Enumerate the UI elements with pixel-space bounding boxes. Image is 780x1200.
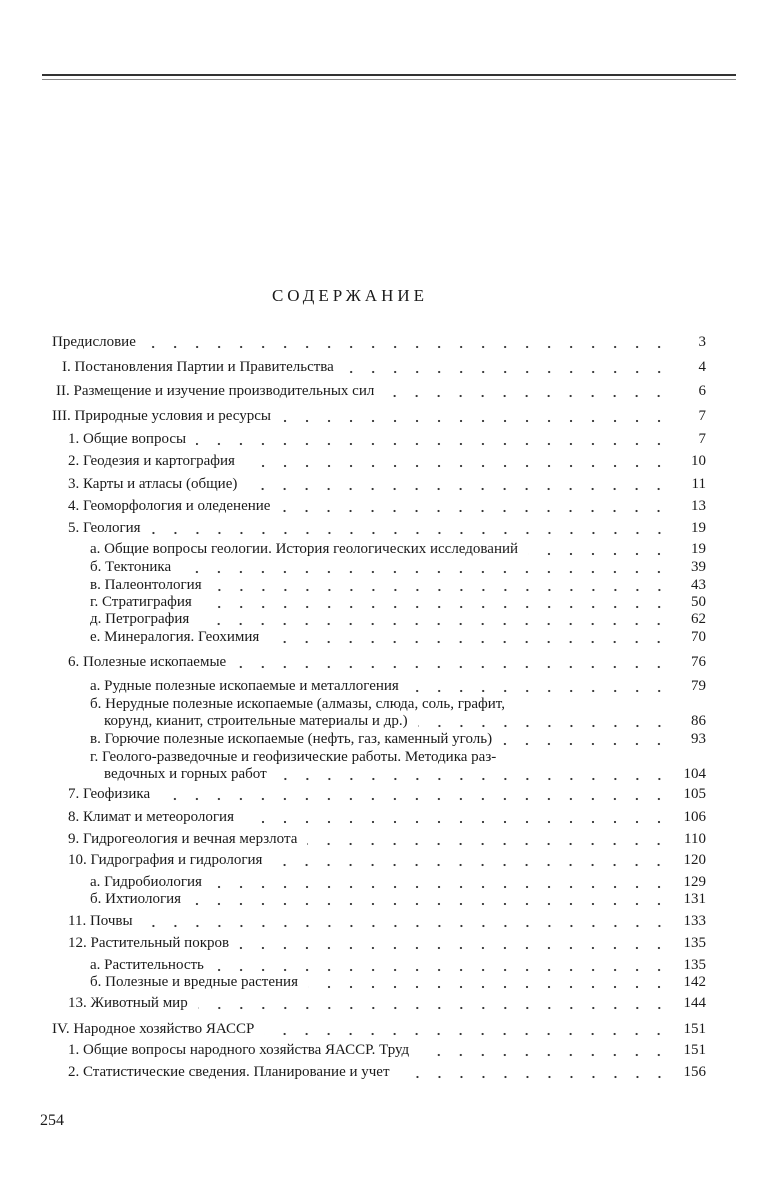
- page-number: 254: [40, 1112, 64, 1129]
- dot-leader: [400, 1075, 670, 1079]
- dot-leader: [418, 724, 670, 728]
- toc-entry-title: а. Гидробиология: [90, 874, 202, 890]
- toc-entry-title: 1. Общие вопросы народного хозяйства ЯАССР. Труд: [68, 1042, 410, 1058]
- toc-entry-title: 9. Гидрогеология и вечная мерзлота: [68, 831, 298, 847]
- dot-leader: [146, 345, 670, 349]
- toc-entry-page: 50: [691, 594, 706, 610]
- toc-entry-title: г. Геолого-разведочные и геофизические работы. Методика раз-: [90, 749, 497, 765]
- toc-entry: [0, 912, 706, 932]
- dot-leader: [247, 487, 670, 491]
- toc-entry: [0, 851, 706, 871]
- dot-leader: [281, 419, 670, 423]
- toc-entry-title: б. Ихтиология: [90, 891, 182, 907]
- toc-entry-page: 135: [683, 957, 706, 973]
- dot-leader: [307, 842, 670, 846]
- toc-entry-page: 104: [683, 766, 706, 782]
- toc-entry: [0, 558, 706, 578]
- toc-entry-title: г. Стратиграфия: [90, 594, 192, 610]
- toc-entry-page: 144: [683, 995, 706, 1011]
- toc-entry: [0, 452, 706, 472]
- dot-leader: [384, 394, 670, 398]
- toc-entry: [0, 1041, 706, 1061]
- toc-entry: [0, 730, 706, 750]
- toc-entry-title: 7. Геофизика: [68, 786, 151, 802]
- dot-leader: [198, 1006, 670, 1010]
- toc-entry: [0, 610, 706, 630]
- dot-leader: [214, 968, 670, 972]
- toc-entry-page: 129: [683, 874, 706, 890]
- toc-entry-page: 106: [683, 809, 706, 825]
- toc-entry: [0, 785, 706, 805]
- toc-entry-page: 120: [683, 852, 706, 868]
- dot-leader: [196, 442, 670, 446]
- page-title: СОДЕРЖАНИЕ: [271, 286, 429, 305]
- dot-leader: [212, 885, 670, 889]
- dot-leader: [272, 863, 670, 867]
- toc-entry-page: 19: [691, 520, 706, 536]
- toc-entry-title: III. Природные условия и ресурсы: [52, 408, 271, 424]
- toc-entry: [0, 475, 706, 495]
- toc-entry: [0, 382, 706, 402]
- toc-entry-page: 135: [683, 935, 706, 951]
- toc-entry-title: корунд, кианит, строительные материалы и др.): [104, 713, 408, 729]
- dot-leader: [151, 531, 670, 535]
- top-rule: [42, 74, 736, 76]
- toc-entry-title: б. Полезные и вредные растения: [90, 974, 298, 990]
- toc-entry-title: в. Горючие полезные ископаемые (нефть, газ, каменный уголь): [90, 731, 493, 747]
- toc-entry-title: Предисловие: [52, 334, 136, 350]
- toc-entry-title: 6. Полезные ископаемые: [68, 654, 227, 670]
- toc-entry-page: 105: [683, 786, 706, 802]
- toc-entry-title: б. Нерудные полезные ископаемые (алмазы, слюда, соль, графит,: [90, 696, 505, 712]
- toc-entry-title: б. Тектоника: [90, 559, 172, 575]
- toc-entry-page: 10: [691, 453, 706, 469]
- toc-entry-title: а. Растительность: [90, 957, 204, 973]
- toc-entry-page: 131: [683, 891, 706, 907]
- toc-entry-title: 4. Геоморфология и оледенение: [68, 498, 271, 514]
- dot-leader: [409, 689, 670, 693]
- toc-entry: [0, 540, 706, 560]
- dot-leader: [502, 742, 670, 746]
- dot-leader: [239, 946, 670, 950]
- dot-leader: [236, 665, 670, 669]
- top-rule-thin: [42, 79, 736, 80]
- toc-entry: [0, 808, 706, 828]
- toc-entry-page: 39: [691, 559, 706, 575]
- toc-entry-page: 151: [683, 1021, 706, 1037]
- toc-entry-title: е. Минералогия. Геохимия: [90, 629, 260, 645]
- toc-entry-title: 3. Карты и атласы (общие): [68, 476, 238, 492]
- toc-entry-title: 1. Общие вопросы: [68, 431, 187, 447]
- toc-entry: [0, 519, 706, 539]
- toc-entry-title: 2. Статистические сведения. Планирование и учет: [68, 1064, 390, 1080]
- toc-entry: [0, 677, 706, 697]
- dot-leader: [419, 1053, 670, 1057]
- toc-entry-page: 70: [691, 629, 706, 645]
- toc-entry-title: 11. Почвы: [68, 913, 133, 929]
- dot-leader: [191, 902, 670, 906]
- toc-entry-title: 5. Геология: [68, 520, 141, 536]
- toc-entry: [0, 973, 706, 993]
- toc-entry: [0, 890, 706, 910]
- toc-entry-page: 7: [698, 408, 706, 424]
- toc-entry-title: а. Общие вопросы геологии. История геологических исследований: [90, 541, 519, 557]
- toc-entry-title: 12. Растительный покров: [68, 935, 230, 951]
- toc-entry-page: 142: [683, 974, 706, 990]
- toc-entry-title: 10. Гидрография и гидрология: [68, 852, 263, 868]
- toc-entry-page: 19: [691, 541, 706, 557]
- dot-leader: [181, 570, 670, 574]
- toc-entry-title: а. Рудные полезные ископаемые и металлогения: [90, 678, 399, 694]
- toc-entry-continuation: [0, 765, 706, 785]
- dot-leader: [245, 464, 670, 468]
- dot-leader: [143, 924, 670, 928]
- dot-leader: [528, 552, 670, 556]
- toc-entry-title: 8. Климат и метеорология: [68, 809, 234, 825]
- toc-entry: [0, 1020, 706, 1040]
- toc-entry-page: 13: [691, 498, 706, 514]
- toc-entry-page: 4: [698, 359, 706, 375]
- toc-entry-page: 133: [683, 913, 706, 929]
- toc-entry-page: 86: [691, 713, 706, 729]
- toc-entry-title: 2. Геодезия и картография: [68, 453, 235, 469]
- toc-entry: [0, 830, 706, 850]
- toc-entry-page: 11: [691, 476, 706, 492]
- dot-leader: [280, 509, 670, 513]
- toc-entry-title: IV. Народное хозяйство ЯАССР: [52, 1021, 255, 1037]
- toc-entry-page: 7: [698, 431, 706, 447]
- toc-entry-page: 93: [691, 731, 706, 747]
- toc-entry-title: д. Петрография: [90, 611, 190, 627]
- toc-entry: [0, 653, 706, 673]
- dot-leader: [160, 797, 670, 801]
- dot-leader: [344, 370, 670, 374]
- toc-entry-title: ведочных и горных работ: [104, 766, 267, 782]
- toc-entry: [0, 497, 706, 517]
- toc-entry: [0, 994, 706, 1014]
- toc-entry-continuation: [0, 712, 706, 732]
- toc-entry-title: I. Постановления Партии и Правительства: [62, 359, 334, 375]
- toc-entry-page: 151: [683, 1042, 706, 1058]
- toc-entry: [0, 628, 706, 648]
- toc-entry-page: 43: [691, 577, 706, 593]
- dot-leader: [277, 777, 670, 781]
- dot-leader: [308, 985, 670, 989]
- toc-entry-title: II. Размещение и изучение производительных сил: [56, 383, 375, 399]
- toc-entry-page: 110: [684, 831, 706, 847]
- toc-entry-page: 79: [691, 678, 706, 694]
- dot-leader: [244, 820, 670, 824]
- toc-entry-page: 76: [691, 654, 706, 670]
- dot-leader: [199, 622, 670, 626]
- dot-leader: [202, 605, 670, 609]
- toc-entry-page: 6: [698, 383, 706, 399]
- toc-entry: [0, 1063, 706, 1083]
- toc-entry: [0, 333, 706, 353]
- toc-entry-page: 3: [698, 334, 706, 350]
- dot-leader: [264, 1032, 670, 1036]
- dot-leader: [212, 588, 670, 592]
- toc-entry: [0, 430, 706, 450]
- toc-entry: [0, 358, 706, 378]
- toc-entry-title: 13. Животный мир: [68, 995, 188, 1011]
- toc-entry-page: 156: [683, 1064, 706, 1080]
- toc-entry: [0, 934, 706, 954]
- dot-leader: [269, 640, 670, 644]
- toc-entry: [0, 407, 706, 427]
- toc-entry-title: в. Палеонтология: [90, 577, 202, 593]
- toc-entry-page: 62: [691, 611, 706, 627]
